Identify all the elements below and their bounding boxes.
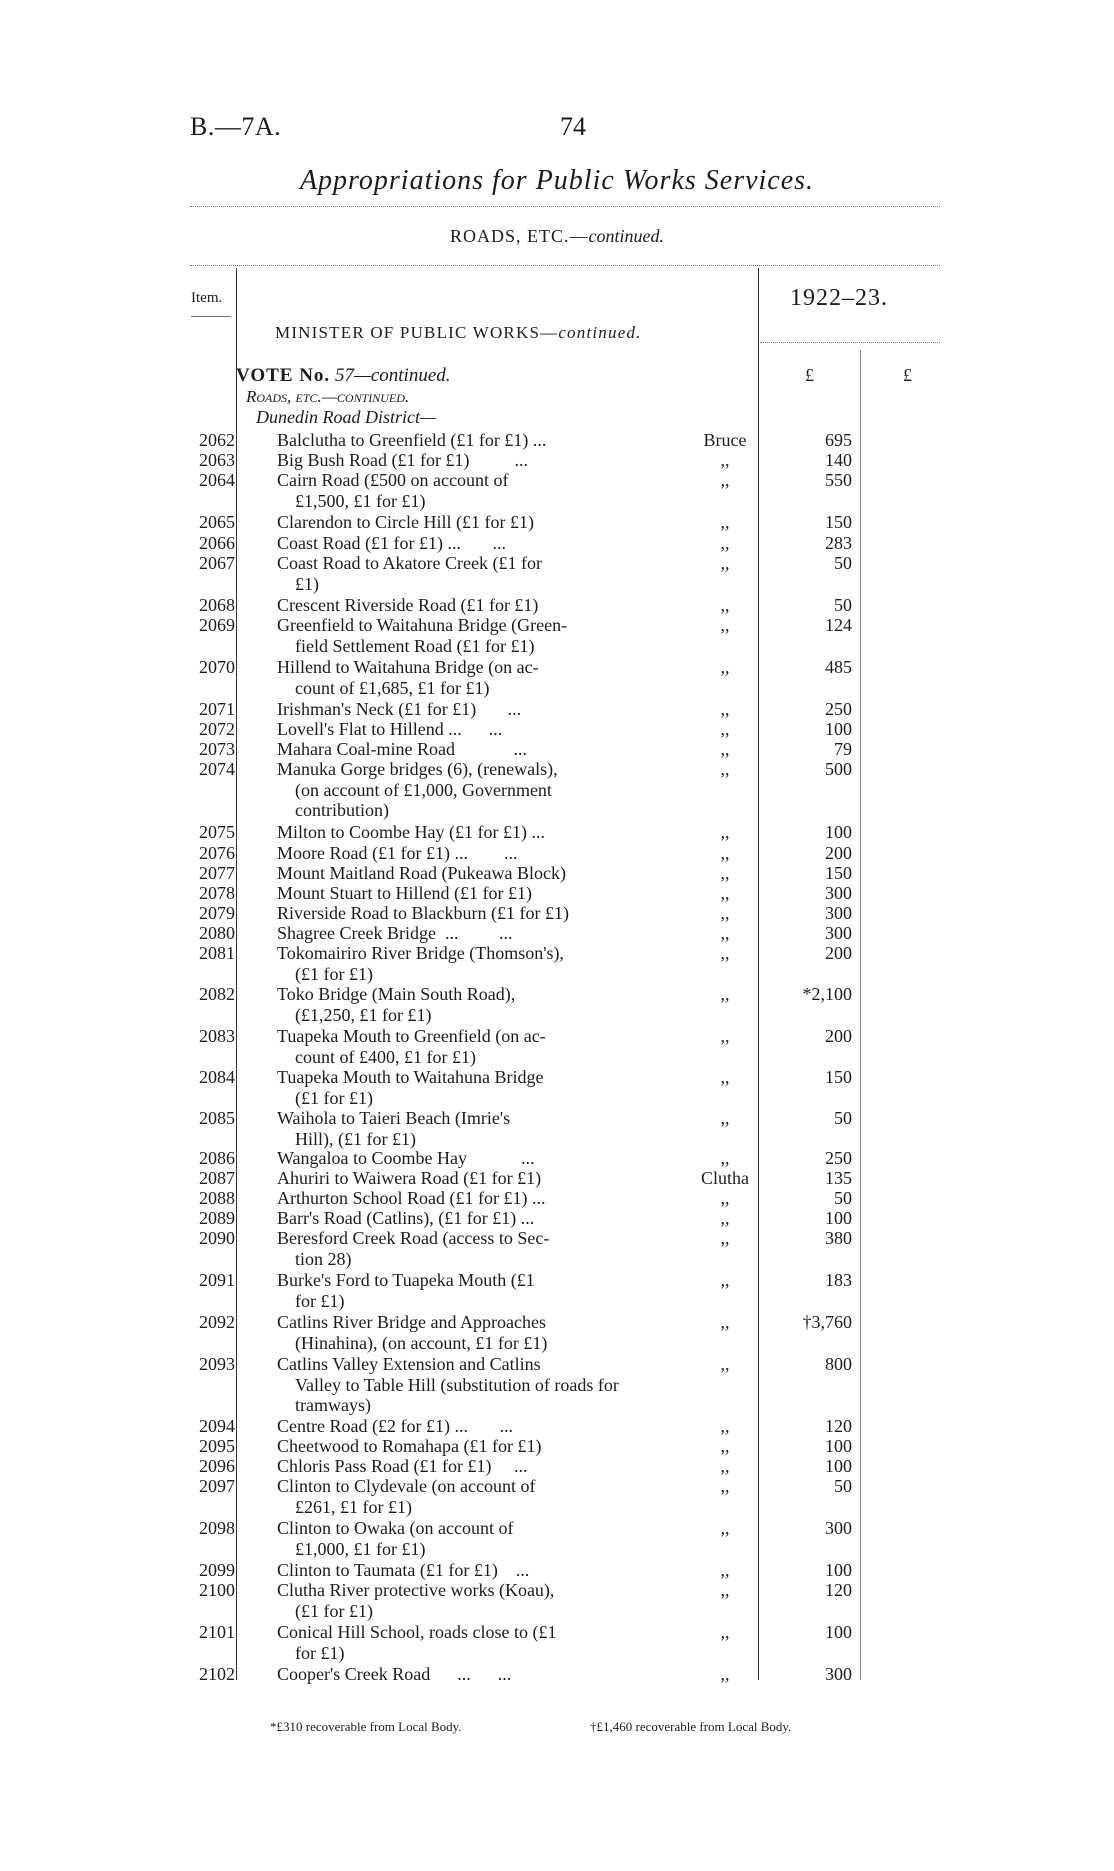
item-description-line1: Big Bush Road (£1 for £1) ... [277, 450, 528, 470]
item-amount: 100 [825, 1456, 852, 1476]
item-description-line1: Milton to Coombe Hay (£1 for £1) ... [277, 822, 545, 842]
item-amount: *2,100 [802, 984, 852, 1004]
item-amount: 124 [825, 615, 852, 635]
item-district: ,, [720, 1188, 730, 1208]
item-number: 2088 [199, 1188, 235, 1208]
item-description-line1: Mount Stuart to Hillend (£1 for £1) [277, 883, 532, 903]
footnote-right: †£1,460 recoverable from Local Body. [590, 1719, 792, 1734]
item-amount: 79 [834, 739, 852, 759]
item-district: ,, [720, 1108, 730, 1128]
item-description-line2: (£1 for £1) [295, 1087, 373, 1108]
item-district: ,, [720, 1436, 730, 1456]
item-number: 2099 [199, 1560, 235, 1580]
item-district: ,, [720, 1312, 730, 1332]
item-district: ,, [720, 553, 730, 573]
item-amount: 300 [825, 903, 852, 923]
item-description [277, 1188, 630, 1209]
item-description-line1: Tokomairiro River Bridge (Thomson's), [277, 943, 564, 963]
item-district: ,, [720, 1208, 730, 1228]
item-number: 2102 [199, 1664, 235, 1684]
item-number: 2065 [199, 512, 235, 532]
vote-heading [236, 365, 451, 387]
item-description [277, 923, 630, 944]
item-district: Bruce [703, 430, 747, 450]
page-title: Appropriations for Public Works Services. [299, 165, 815, 196]
item-description [277, 1168, 630, 1189]
section-title [0, 226, 1114, 247]
item-description [277, 1270, 630, 1311]
item-district: ,, [720, 699, 730, 719]
year-column-header: 1922–23. [790, 285, 888, 311]
item-district: ,, [720, 1622, 730, 1642]
item-amount: 100 [825, 1560, 852, 1580]
item-district: ,, [720, 1580, 730, 1600]
item-description-line1: Cairn Road (£500 on account of [277, 470, 509, 490]
item-description-line1: Coast Road to Akatore Creek (£1 for [277, 553, 542, 573]
item-description-line1: Hillend to Waitahuna Bridge (on ac- [277, 657, 539, 677]
item-description [277, 843, 630, 864]
item-district: ,, [720, 984, 730, 1004]
item-amount: 300 [825, 883, 852, 903]
item-number: 2093 [199, 1354, 235, 1374]
item-description [277, 759, 630, 821]
item-description-line1: Cheetwood to Romahapa (£1 for £1) [277, 1436, 542, 1456]
item-district: ,, [720, 863, 730, 883]
item-number: 2095 [199, 1436, 235, 1456]
item-description [277, 595, 630, 616]
item-number: 2078 [199, 883, 235, 903]
item-number: 2091 [199, 1270, 235, 1290]
item-number: 2092 [199, 1312, 235, 1332]
item-column-header: Item. [191, 290, 223, 306]
item-description-line1: Ahuriri to Waiwera Road (£1 for £1) [277, 1168, 542, 1188]
item-number: 2097 [199, 1476, 235, 1496]
item-description [277, 903, 630, 924]
item-amount: 100 [825, 1622, 852, 1642]
item-description-line2: (£1 for £1) [295, 1600, 373, 1621]
item-amount: 50 [834, 553, 852, 573]
item-description [277, 1518, 630, 1559]
item-description [277, 699, 630, 720]
item-description [277, 1664, 630, 1685]
item-description-line1: Waihola to Taieri Beach (Imrie's [277, 1108, 511, 1128]
district-heading: Dunedin Road District— [256, 407, 436, 427]
item-amount: 50 [834, 595, 852, 615]
item-description-line1: Tuapeka Mouth to Waitahuna Bridge [277, 1067, 544, 1087]
item-amount: 250 [825, 1148, 852, 1168]
item-district: ,, [720, 1416, 730, 1436]
item-amount: 135 [825, 1168, 852, 1188]
item-district: ,, [720, 1664, 730, 1684]
item-amount: 800 [825, 1354, 852, 1374]
item-district: ,, [720, 533, 730, 553]
item-number: 2090 [199, 1228, 235, 1248]
item-description-line1: Barr's Road (Catlins), (£1 for £1) ... [277, 1208, 535, 1228]
item-description-line1: Catlins River Bridge and Approaches [277, 1312, 546, 1332]
item-description [277, 984, 630, 1025]
currency-label-right: £ [903, 365, 912, 385]
item-description-line2: count of £400, £1 for £1) [295, 1046, 476, 1067]
item-description [277, 615, 630, 656]
item-description-line2: field Settlement Road (£1 for £1) [295, 635, 535, 656]
item-amount: 300 [825, 1518, 852, 1538]
page-number: 74 [560, 112, 586, 141]
item-description-line2: (£1,250, £1 for £1) [295, 1004, 432, 1025]
item-description [277, 512, 630, 533]
item-district: ,, [720, 450, 730, 470]
item-district: ,, [720, 903, 730, 923]
item-number: 2101 [199, 1622, 235, 1642]
item-district: ,, [720, 595, 730, 615]
item-amount: 300 [825, 923, 852, 943]
item-number: 2089 [199, 1208, 235, 1228]
item-number: 2069 [199, 615, 235, 635]
item-amount: 50 [834, 1188, 852, 1208]
amount-column-divider [860, 350, 861, 1680]
item-district: ,, [720, 719, 730, 739]
item-description-line1: Toko Bridge (Main South Road), [277, 984, 516, 1004]
item-description-line1: Catlins Valley Extension and Catlins [277, 1354, 541, 1374]
item-description-line2: £1) [295, 573, 319, 594]
item-district: ,, [720, 657, 730, 677]
item-district: ,, [720, 759, 730, 779]
item-description [277, 719, 630, 740]
item-number: 2086 [199, 1148, 235, 1168]
item-description-line1: Irishman's Neck (£1 for £1) ... [277, 699, 522, 719]
item-amount: 300 [825, 1664, 852, 1684]
item-number: 2083 [199, 1026, 235, 1046]
item-description [277, 1416, 630, 1437]
item-description-line2: £1,500, £1 for £1) [295, 490, 426, 511]
item-description [277, 1067, 630, 1108]
item-number: 2077 [199, 863, 235, 883]
table-top-rule [190, 265, 940, 266]
item-number: 2063 [199, 450, 235, 470]
vote-label: VOTE No. [236, 365, 331, 386]
item-description [277, 533, 630, 554]
item-number: 2076 [199, 843, 235, 863]
item-number: 2070 [199, 657, 235, 677]
item-description-line1: Clinton to Owaka (on account of [277, 1518, 514, 1538]
item-description [277, 739, 630, 760]
item-district: ,, [720, 1228, 730, 1248]
item-number: 2067 [199, 553, 235, 573]
item-description-line2: for £1) [295, 1290, 345, 1311]
item-description [277, 430, 630, 451]
item-amount: 283 [825, 533, 852, 553]
item-description-line1: Riverside Road to Blackburn (£1 for £1) [277, 903, 569, 923]
item-number: 2079 [199, 903, 235, 923]
item-amount: 550 [825, 470, 852, 490]
item-description-line1: Arthurton School Road (£1 for £1) ... [277, 1188, 546, 1208]
item-description [277, 943, 630, 984]
item-description [277, 1456, 630, 1477]
item-description-line1: Greenfield to Waitahuna Bridge (Green- [277, 615, 568, 635]
item-district: ,, [720, 1518, 730, 1538]
item-district: ,, [720, 1026, 730, 1046]
item-number: 2084 [199, 1067, 235, 1087]
item-amount: 150 [825, 863, 852, 883]
minister-heading-suffix: continued. [558, 323, 642, 342]
item-description-line2: £1,000, £1 for £1) [295, 1538, 426, 1559]
roads-subheading-text: Roads, etc.—continued. [246, 387, 410, 406]
item-description [277, 1560, 630, 1581]
item-description [277, 657, 630, 698]
item-description [277, 1354, 630, 1416]
item-district: ,, [720, 943, 730, 963]
item-description-line1: Chloris Pass Road (£1 for £1) ... [277, 1456, 528, 1476]
item-description-line1: Cooper's Creek Road ... ... [277, 1664, 512, 1684]
item-number: 2082 [199, 984, 235, 1004]
item-description-line1: Crescent Riverside Road (£1 for £1) [277, 595, 539, 615]
item-description-line1: Clutha River protective works (Koau), [277, 1580, 555, 1600]
item-description-line1: Balclutha to Greenfield (£1 for £1) ... [277, 430, 547, 450]
roads-subheading [246, 387, 409, 407]
item-description-line1: Clinton to Clydevale (on account of [277, 1476, 536, 1496]
item-amount: 100 [825, 1208, 852, 1228]
item-district: ,, [720, 822, 730, 842]
item-description-line2: Valley to Table Hill (substitution of roads for tramways) [295, 1374, 619, 1415]
item-district: ,, [720, 1270, 730, 1290]
item-amount: 250 [825, 699, 852, 719]
item-description-line1: Coast Road (£1 for £1) ... ... [277, 533, 506, 553]
item-district: ,, [720, 1476, 730, 1496]
item-description [277, 1208, 630, 1229]
item-description-line2: (Hinahina), (on account, £1 for £1) [295, 1332, 548, 1353]
item-amount: 380 [825, 1228, 852, 1248]
item-number: 2062 [199, 430, 235, 450]
item-description-line1: Mahara Coal-mine Road ... [277, 739, 527, 759]
vote-number: 57—continued. [334, 365, 451, 386]
item-description-line1: Moore Road (£1 for £1) ... ... [277, 843, 518, 863]
item-description-line1: Lovell's Flat to Hillend ... ... [277, 719, 503, 739]
item-amount: 100 [825, 822, 852, 842]
item-amount: 183 [825, 1270, 852, 1290]
item-amount: 200 [825, 943, 852, 963]
item-amount: 120 [825, 1580, 852, 1600]
item-description-line2: tion 28) [295, 1248, 352, 1269]
item-description-line1: Centre Road (£2 for £1) ... ... [277, 1416, 513, 1436]
item-number: 2098 [199, 1518, 235, 1538]
item-description [277, 1312, 630, 1353]
item-description [277, 1580, 630, 1621]
item-district: ,, [720, 470, 730, 490]
item-description-line1: Clinton to Taumata (£1 for £1) ... [277, 1560, 530, 1580]
item-amount: 200 [825, 1026, 852, 1046]
item-amount: 695 [825, 430, 852, 450]
item-header-rule [191, 316, 231, 317]
item-description-line1: Manuka Gorge bridges (6), (renewals), [277, 759, 558, 779]
item-description [277, 883, 630, 904]
item-number: 2085 [199, 1108, 235, 1128]
currency-label-left: £ [805, 365, 814, 385]
item-number: 2064 [199, 470, 235, 490]
item-description-line2: £261, £1 for £1) [295, 1496, 412, 1517]
item-amount: 485 [825, 657, 852, 677]
item-district: ,, [720, 1148, 730, 1168]
item-description [277, 822, 630, 843]
item-description-line1: Clarendon to Circle Hill (£1 for £1) [277, 512, 534, 532]
item-description-line1: Tuapeka Mouth to Greenfield (on ac- [277, 1026, 546, 1046]
item-description [277, 553, 630, 594]
item-description-line2: (£1 for £1) [295, 963, 373, 984]
minister-heading-main: MINISTER OF PUBLIC WORKS— [275, 323, 559, 342]
item-description-line1: Wangaloa to Coombe Hay ... [277, 1148, 535, 1168]
item-district: ,, [720, 1354, 730, 1374]
item-description-line1: Burke's Ford to Tuapeka Mouth (£1 [277, 1270, 535, 1290]
item-description-line2: count of £1,685, £1 for £1) [295, 677, 490, 698]
item-district: Clutha [701, 1168, 749, 1188]
item-description-line1: Shagree Creek Bridge ... ... [277, 923, 513, 943]
item-description [277, 450, 630, 471]
item-description [277, 1436, 630, 1457]
item-description-line1: Mount Maitland Road (Pukeawa Block) [277, 863, 566, 883]
item-district: ,, [720, 739, 730, 759]
title-rule [190, 206, 940, 207]
item-amount: 120 [825, 1416, 852, 1436]
item-amount: 100 [825, 719, 852, 739]
item-description [277, 863, 630, 884]
item-description-line2: for £1) [295, 1642, 345, 1663]
item-description [277, 1108, 630, 1149]
item-number: 2072 [199, 719, 235, 739]
item-number: 2068 [199, 595, 235, 615]
item-amount: 150 [825, 512, 852, 532]
footnote-left: *£310 recoverable from Local Body. [270, 1719, 462, 1734]
minister-heading [275, 323, 642, 343]
item-number: 2073 [199, 739, 235, 759]
item-district: ,, [720, 883, 730, 903]
item-number: 2071 [199, 699, 235, 719]
item-number: 2075 [199, 822, 235, 842]
item-number: 2074 [199, 759, 235, 779]
item-amount: †3,760 [802, 1312, 852, 1332]
item-number: 2096 [199, 1456, 235, 1476]
item-amount: 50 [834, 1476, 852, 1496]
item-district: ,, [720, 843, 730, 863]
item-number: 2080 [199, 923, 235, 943]
item-column-divider [236, 268, 237, 1680]
item-district: ,, [720, 1067, 730, 1087]
item-district: ,, [720, 1456, 730, 1476]
item-amount: 50 [834, 1108, 852, 1128]
item-description-line2: Hill), (£1 for £1) [295, 1128, 416, 1149]
year-header-rule [760, 342, 940, 343]
item-number: 2100 [199, 1580, 235, 1600]
item-description-line1: Conical Hill School, roads close to (£1 [277, 1622, 557, 1642]
item-number: 2066 [199, 533, 235, 553]
item-amount: 500 [825, 759, 852, 779]
item-number: 2094 [199, 1416, 235, 1436]
item-district: ,, [720, 923, 730, 943]
item-amount: 140 [825, 450, 852, 470]
item-description [277, 1622, 630, 1663]
document-reference: B.—7A. [190, 112, 282, 141]
item-amount: 100 [825, 1436, 852, 1456]
item-description [277, 470, 630, 511]
item-description [277, 1026, 630, 1067]
item-description-line1: Beresford Creek Road (access to Sec- [277, 1228, 550, 1248]
item-description [277, 1228, 630, 1269]
item-amount: 150 [825, 1067, 852, 1087]
item-description-line2: (on account of £1,000, Government contribution) [295, 779, 552, 820]
section-title-suffix: continued. [588, 226, 664, 246]
item-amount: 200 [825, 843, 852, 863]
section-title-main: ROADS, ETC.— [450, 226, 589, 246]
item-district: ,, [720, 1560, 730, 1580]
item-description [277, 1476, 630, 1517]
item-district: ,, [720, 512, 730, 532]
item-number: 2087 [199, 1168, 235, 1188]
item-description [277, 1148, 630, 1169]
item-number: 2081 [199, 943, 235, 963]
item-district: ,, [720, 615, 730, 635]
